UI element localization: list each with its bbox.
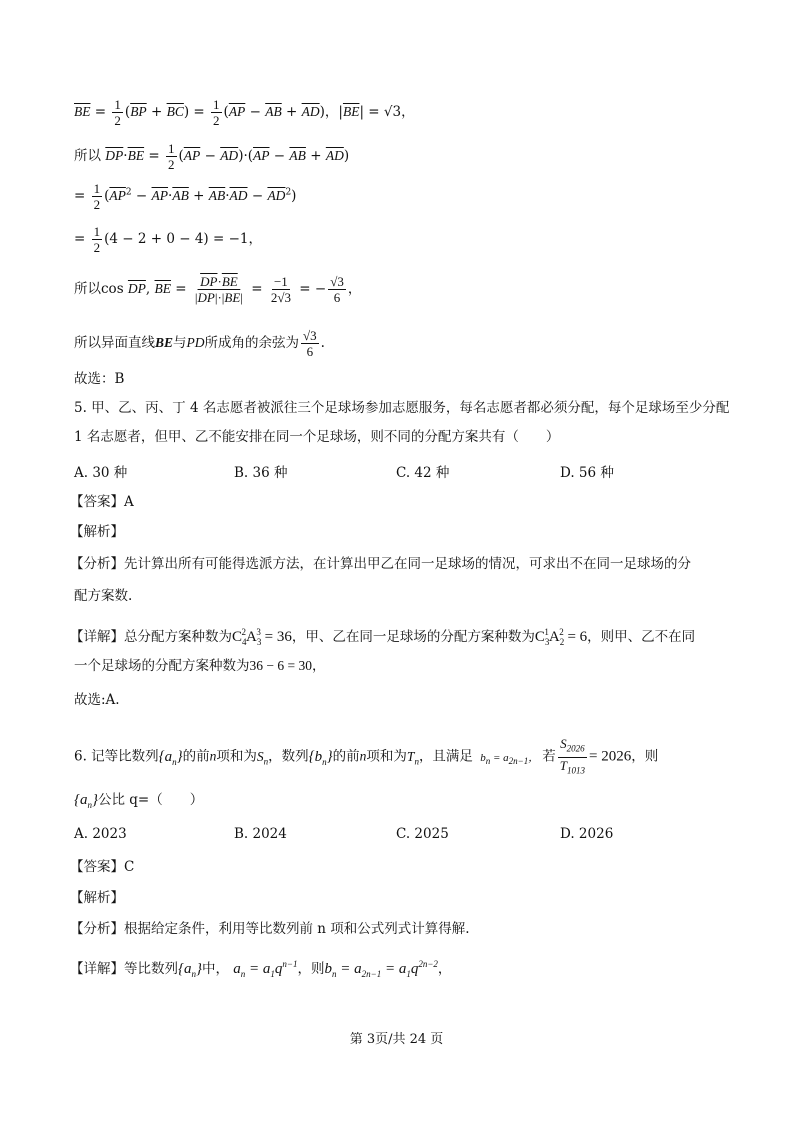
q5-choice: 故选:A. [74, 692, 120, 708]
q5-xiangjie-line2: 一个足球场的分配方案种数为36 − 6 = 30， [74, 658, 326, 674]
q6-fenxi: 【分析】根据给定条件，利用等比数列前 n 项和公式列式计算得解. [70, 921, 470, 937]
q5-stem-line1: 5. 甲、乙、丙、丁 4 名志愿者被派往三个足球场参加志愿服务，每名志愿者都必须分配，每个足球场至少分配 [74, 400, 730, 416]
solution-choice-b: 故选：B [74, 371, 125, 387]
solution-line-expand: = $\frac{1}{2}$ $(\overline{AP}^2 - \overline{AP}\cdot\overline{AB} + \overline{AB}\cdot\overline{AD} - \overline{AD}^2)$ [74, 181, 297, 212]
q6-stem-line2: $\{a_n\}$公比 q=（ ） [74, 792, 204, 810]
q6-stem-line1: 6. 记等比数列$\{a_n\}$的前n项和为$S_n$，数列$\{b_n\}$的前n项和为$T_n$，且满足 $b_n = a_{2n-1}$， 若 $\frac{S_{2026}}{T_{1013}}$ = 2026，则 [74, 736, 659, 776]
solution-line-cos: 所以$\cos \overline{DP}$, $\overline{BE}$ = $\frac{\overline{DP}\cdot\overline{BE}}{|\overline{DP}|\cdot|\overline{BE}|}$ = $\frac{-1}{2√3}$ = − $\frac{√3}{6}$ ， [74, 274, 362, 305]
page-footer: 第 3页/共 24 页 [349, 1032, 444, 1047]
q6-analysis-tag: 【解析】 [70, 890, 124, 906]
q6-answer: 【答案】C [70, 859, 135, 875]
q6-xiangjie: 【详解】等比数列$\{a_n\}$中， $a_n = a_1q^{n-1}$，则$b_n = a_{2n-1} = a_1q^{2n-2}$， [70, 959, 452, 979]
solution-line-result: = $\frac{1}{2}$ (4 − 2 + 0 − 4) = −1， [74, 224, 262, 255]
q5-fenxi-line2: 配方案数. [74, 588, 133, 604]
q5-fenxi-line1: 【分析】先计算出所有可能得选派方法，在计算出甲乙在同一足球场的情况，可求出不在同一足球场的分 [70, 556, 691, 572]
q5-option-d: D. 56 种 [560, 465, 614, 481]
q5-option-b: B. 36 种 [234, 465, 288, 481]
q5-analysis-tag: 【解析】 [70, 524, 124, 540]
solution-line-be: $\overline{BE}$ = $\frac{1}{2}$ $(\overline{BP} + \overline{BC})$ = $\frac{1}{2}$ $(\overline{AP} - \overline{AB} + \overline{AD})$，$|\overline{BE}| = √3$， [74, 97, 415, 128]
q5-answer: 【答案】A [70, 494, 134, 510]
q5-stem-line2: 1 名志愿者，但甲、乙不能安排在同一个足球场，则不同的分配方案共有（ ） [74, 429, 560, 445]
solution-line-dp-be: 所以 $\overline{DP}\cdot\overline{BE}$ = $\frac{1}{2}$ $(\overline{AP} - \overline{AD})\cdot(\overline{AP} - \overline{AB} + \overline{AD})$ [74, 141, 350, 172]
q5-xiangjie-line1: 【详解】总分配方案种数为$C_4^2A_3^3 = 36$，甲、乙在同一足球场的分配方案种数为$C_3^1A_2^2 = 6$，则甲、乙不在同 [70, 627, 696, 647]
q5-option-c: C. 42 种 [396, 465, 450, 481]
q6-option-a: A. 2023 [74, 826, 127, 842]
q6-option-d: D. 2026 [560, 826, 614, 842]
solution-line-conclusion: 所以异面直线BE与PD所成角的余弦为 $\frac{√3}{6}$ . [74, 328, 325, 359]
q6-option-c: C. 2025 [396, 826, 449, 842]
q6-option-b: B. 2024 [234, 826, 287, 842]
q5-option-a: A. 30 种 [74, 465, 128, 481]
